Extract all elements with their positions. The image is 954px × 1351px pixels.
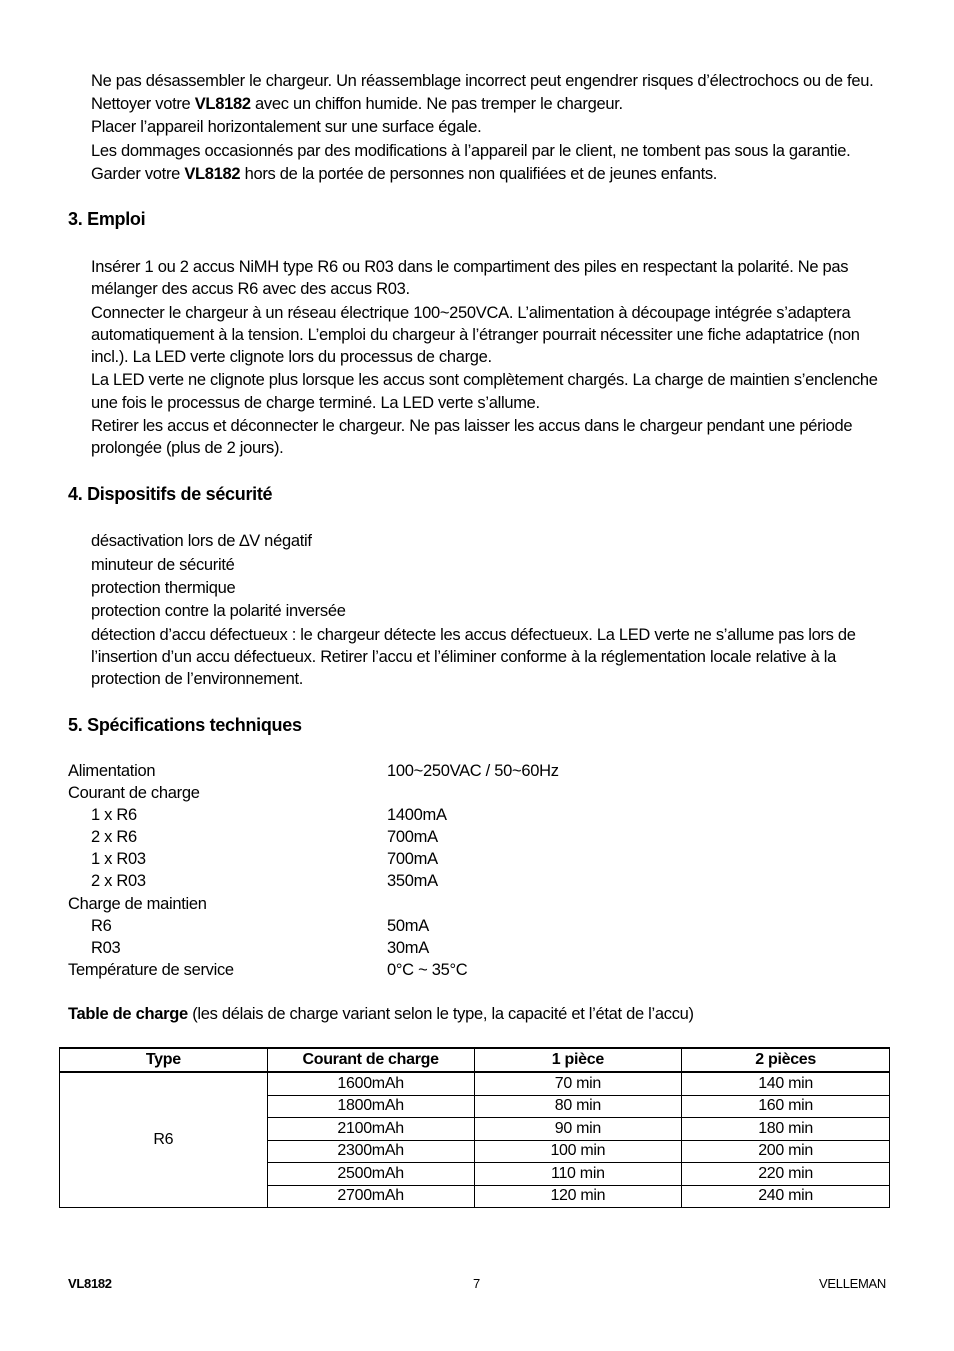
section-heading-securite: 4. Dispositifs de sécurité (68, 484, 273, 504)
footer-brand: VELLEMAN (819, 1276, 886, 1291)
intro-line-1: Ne pas désassembler le chargeur. Un réassemblage incorrect peut engendrer risques d’électrochocs ou de feu. (91, 72, 874, 90)
table-cell: 160 min (682, 1095, 890, 1118)
spec-label: Courant de charge (68, 784, 200, 802)
emploi-line: automatiquement à la tension. L’emploi du chargeur à l’étranger pourrait nécessiter une fiche adaptatrice (non (91, 326, 860, 344)
emploi-line: Connecter le chargeur à un réseau électrique 100~250VCA. L’alimentation à découpage intégrée s’adaptera (91, 304, 851, 322)
spec-value: 1400mA (387, 806, 447, 824)
spec-label: R6 (91, 917, 112, 935)
spec-label: 1 x R6 (91, 806, 137, 824)
emploi-line: Retirer les accus et déconnecter le chargeur. Ne pas laisser les accus dans le chargeur pendant une période (91, 417, 853, 435)
securite-line: l’insertion d’un accu défectueux. Retirer l’accu et l’éliminer conforme à la réglementation locale relative à la (91, 648, 837, 666)
emploi-line: mélanger des accus R6 avec des accus R03. (91, 280, 410, 298)
table-cell: 120 min (474, 1185, 682, 1208)
footer-page-number: 7 (473, 1276, 480, 1291)
securite-line: détection d’accu défectueux : le chargeur détecte les accus défectueux. La LED verte ne s’allume pas lors de (91, 626, 856, 644)
intro-line-3: Placer l’appareil horizontalement sur une surface égale. (91, 118, 482, 136)
column-header: 2 pièces (682, 1048, 890, 1072)
table-cell: 2500mAh (267, 1163, 474, 1186)
footer-model: VL8182 (68, 1276, 112, 1291)
charge-table (59, 1047, 890, 1208)
spec-value: 700mA (387, 850, 438, 868)
securite-line: protection thermique (91, 579, 236, 597)
table-cell: 2100mAh (267, 1118, 474, 1141)
table-cell: 1800mAh (267, 1095, 474, 1118)
table-cell: 90 min (474, 1118, 682, 1141)
table-cell: 100 min (474, 1140, 682, 1163)
table-cell: 80 min (474, 1095, 682, 1118)
section-heading-emploi: 3. Emploi (68, 209, 146, 229)
table-cell: 140 min (682, 1072, 890, 1095)
spec-label: Température de service (68, 961, 234, 979)
spec-value: 100~250VAC / 50~60Hz (387, 762, 559, 780)
table-caption: Table de charge (les délais de charge variant selon le type, la capacité et l’état de l’accu) (68, 1005, 694, 1023)
spec-label: Alimentation (68, 762, 156, 780)
column-header: 1 pièce (474, 1048, 682, 1072)
securite-line: protection contre la polarité inversée (91, 602, 346, 620)
table-cell: 110 min (474, 1163, 682, 1186)
column-header: Type (60, 1048, 268, 1072)
table-cell: 200 min (682, 1140, 890, 1163)
spec-value: 30mA (387, 939, 429, 957)
securite-line: désactivation lors de ∆V négatif (91, 532, 312, 550)
table-header-row (60, 1048, 890, 1072)
emploi-line: incl.). La LED verte clignote lors du processus de charge. (91, 348, 492, 366)
emploi-line: prolongée (plus de 2 jours). (91, 439, 284, 457)
spec-value: 700mA (387, 828, 438, 846)
spec-value: 50mA (387, 917, 429, 935)
table-cell: 220 min (682, 1163, 890, 1186)
emploi-line: La LED verte ne clignote plus lorsque les accus sont complètement chargés. La charge de maintien s’enclenche (91, 371, 878, 389)
table-cell: 180 min (682, 1118, 890, 1141)
intro-line-2: Nettoyer votre VL8182 avec un chiffon humide. Ne pas tremper le chargeur. (91, 95, 623, 113)
spec-value: 0°C ~ 35°C (387, 961, 468, 979)
emploi-line: une fois le processus de charge terminé. La LED verte s’allume. (91, 394, 540, 412)
type-cell: R6 (60, 1072, 268, 1208)
spec-label: 2 x R03 (91, 872, 146, 890)
table-cell: 2700mAh (267, 1185, 474, 1208)
securite-line: protection de l’environnement. (91, 670, 304, 688)
emploi-line: Insérer 1 ou 2 accus NiMH type R6 ou R03 dans le compartiment des piles en respectant la polarité. Ne pas (91, 258, 849, 276)
intro-line-4: Les dommages occasionnés par des modifications à l’appareil par le client, ne tombent pas sous la garantie. (91, 142, 851, 160)
section-heading-specifications: 5. Spécifications techniques (68, 715, 302, 735)
column-header: Courant de charge (267, 1048, 474, 1072)
spec-label: R03 (91, 939, 121, 957)
spec-value: 350mA (387, 872, 438, 890)
intro-line-5: Garder votre VL8182 hors de la portée de personnes non qualifiées et de jeunes enfants. (91, 165, 718, 183)
spec-label: 2 x R6 (91, 828, 137, 846)
table-cell: 240 min (682, 1185, 890, 1208)
securite-line: minuteur de sécurité (91, 556, 235, 574)
table-cell: 70 min (474, 1072, 682, 1095)
table-cell: 2300mAh (267, 1140, 474, 1163)
spec-label: Charge de maintien (68, 895, 207, 913)
table-cell: 1600mAh (267, 1072, 474, 1095)
spec-label: 1 x R03 (91, 850, 146, 868)
table-row (60, 1072, 890, 1095)
